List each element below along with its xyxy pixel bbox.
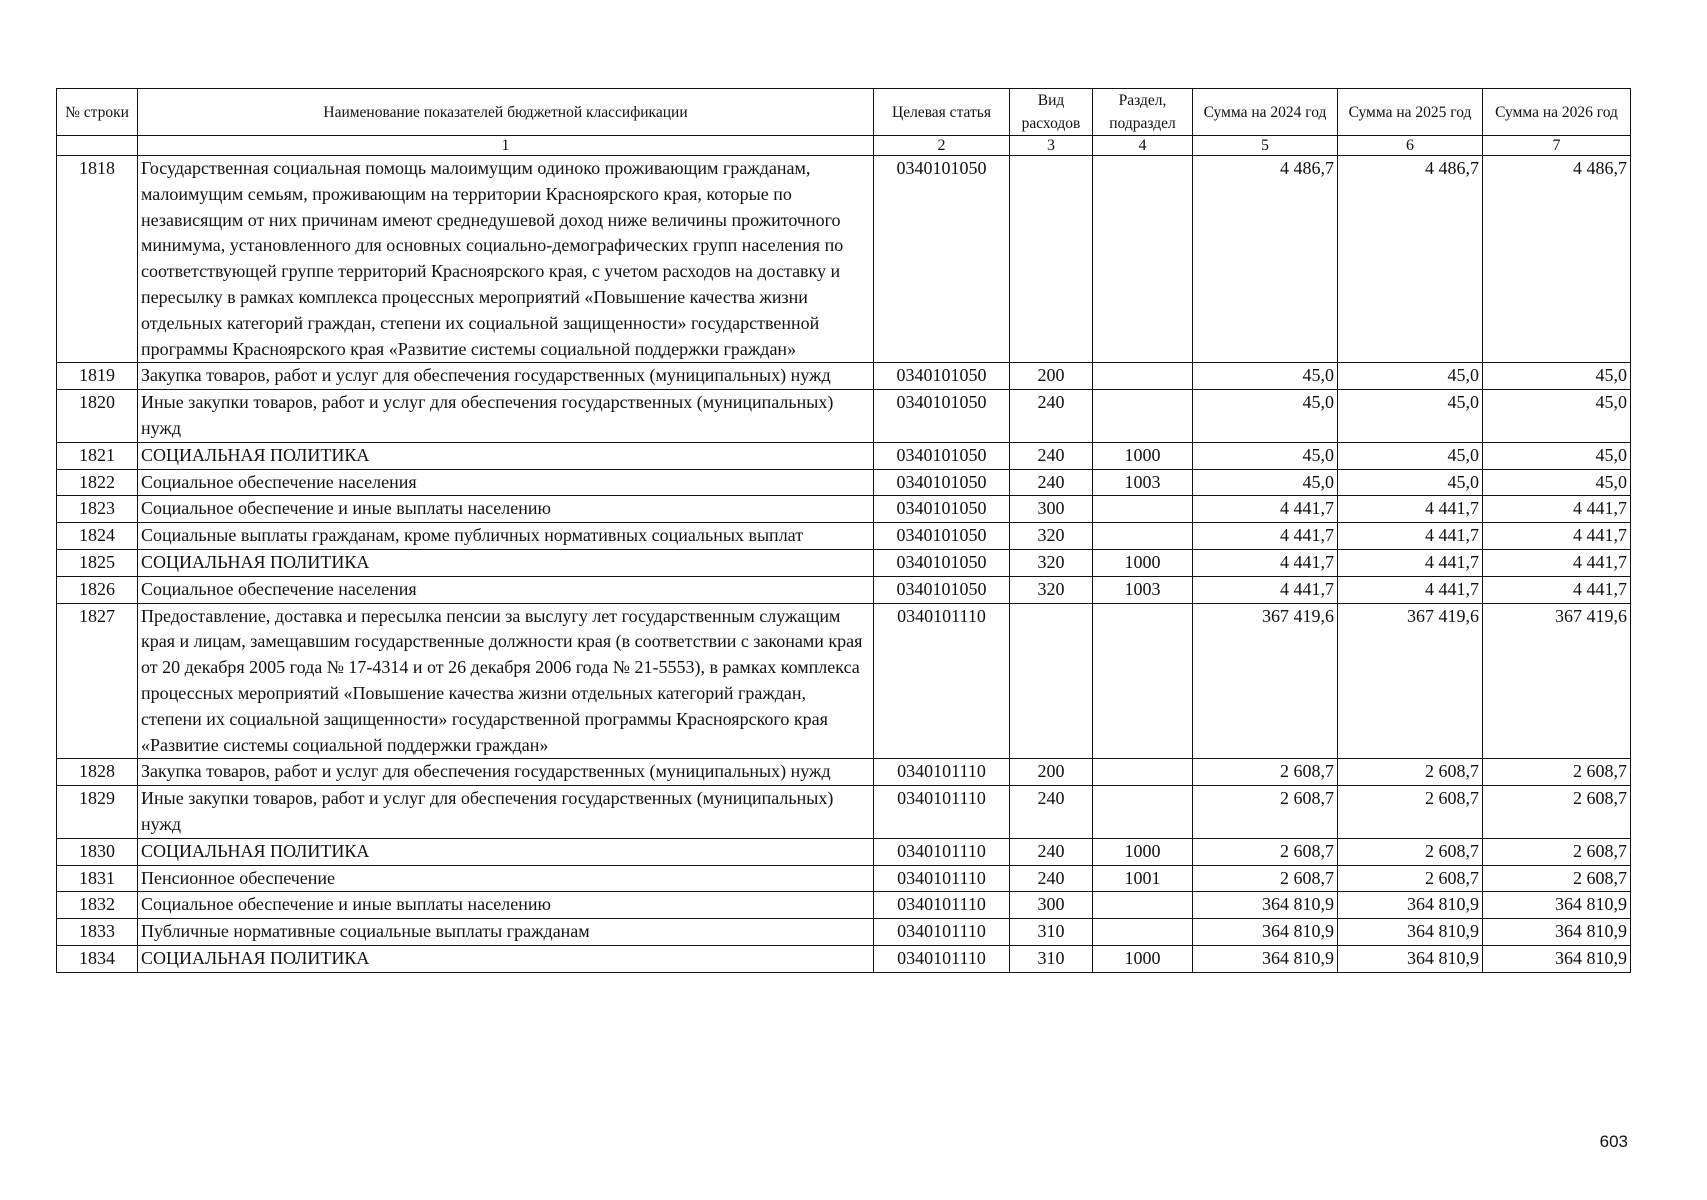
table-row bbox=[57, 838, 1631, 865]
row-sum-2024: 45,0 bbox=[1193, 390, 1338, 443]
table-row bbox=[57, 469, 1631, 496]
row-razdel bbox=[1093, 919, 1193, 946]
row-razdel bbox=[1093, 156, 1193, 363]
row-number: 1831 bbox=[57, 865, 138, 892]
table-row bbox=[57, 442, 1631, 469]
row-sum-2026: 2 608,7 bbox=[1483, 838, 1631, 865]
row-sum-2025: 4 441,7 bbox=[1338, 523, 1483, 550]
row-razdel: 1000 bbox=[1093, 945, 1193, 972]
row-sum-2025: 2 608,7 bbox=[1338, 759, 1483, 786]
row-name: Социальное обеспечение населения bbox=[138, 576, 874, 603]
row-sum-2024: 364 810,9 bbox=[1193, 892, 1338, 919]
row-name: СОЦИАЛЬНАЯ ПОЛИТИКА bbox=[138, 838, 874, 865]
row-number: 1833 bbox=[57, 919, 138, 946]
row-vid: 240 bbox=[1010, 390, 1093, 443]
row-vid: 240 bbox=[1010, 442, 1093, 469]
row-name: Закупка товаров, работ и услуг для обеспечения государственных (муниципальных) нужд bbox=[138, 363, 874, 390]
row-razdel: 1000 bbox=[1093, 549, 1193, 576]
row-name: Предоставление, доставка и пересылка пенсии за выслугу лет государственным служащим края и лицам, замещавшим государственные должности края (в соответствии с законами края от 20 декабря 2005 года № 17-4314 и от 26 декабря 2006 года № 21-5553), в рамках комплекса процессных мероприятий «Повышение качества жизни отдельных категорий граждан, степени их социальной защищенности» государственной программы Красноярского края «Развитие системы социальной поддержки граждан» bbox=[138, 603, 874, 759]
row-number: 1823 bbox=[57, 496, 138, 523]
row-target-code: 0340101050 bbox=[874, 576, 1010, 603]
header-sum-2025: Сумма на 2025 год bbox=[1338, 89, 1483, 136]
row-sum-2026: 4 441,7 bbox=[1483, 496, 1631, 523]
row-name: Социальное обеспечение населения bbox=[138, 469, 874, 496]
column-number-row bbox=[57, 136, 1631, 156]
row-razdel bbox=[1093, 786, 1193, 839]
row-razdel bbox=[1093, 523, 1193, 550]
row-razdel bbox=[1093, 496, 1193, 523]
column-number: 6 bbox=[1338, 136, 1483, 156]
table-row bbox=[57, 523, 1631, 550]
row-number: 1827 bbox=[57, 603, 138, 759]
row-sum-2026: 364 810,9 bbox=[1483, 919, 1631, 946]
row-vid: 240 bbox=[1010, 786, 1093, 839]
row-vid bbox=[1010, 603, 1093, 759]
row-sum-2024: 2 608,7 bbox=[1193, 865, 1338, 892]
row-target-code: 0340101110 bbox=[874, 865, 1010, 892]
row-sum-2025: 45,0 bbox=[1338, 390, 1483, 443]
header-razdel: Раздел, подраздел bbox=[1093, 89, 1193, 136]
row-sum-2024: 45,0 bbox=[1193, 363, 1338, 390]
row-number: 1828 bbox=[57, 759, 138, 786]
row-sum-2025: 45,0 bbox=[1338, 363, 1483, 390]
row-sum-2024: 4 441,7 bbox=[1193, 576, 1338, 603]
row-name: Закупка товаров, работ и услуг для обеспечения государственных (муниципальных) нужд bbox=[138, 759, 874, 786]
row-target-code: 0340101050 bbox=[874, 363, 1010, 390]
row-number: 1830 bbox=[57, 838, 138, 865]
row-razdel: 1000 bbox=[1093, 442, 1193, 469]
row-sum-2024: 364 810,9 bbox=[1193, 945, 1338, 972]
row-razdel bbox=[1093, 390, 1193, 443]
row-number: 1824 bbox=[57, 523, 138, 550]
table-body bbox=[57, 156, 1631, 973]
row-target-code: 0340101050 bbox=[874, 549, 1010, 576]
row-number: 1832 bbox=[57, 892, 138, 919]
row-razdel: 1003 bbox=[1093, 576, 1193, 603]
row-sum-2024: 367 419,6 bbox=[1193, 603, 1338, 759]
row-sum-2025: 2 608,7 bbox=[1338, 865, 1483, 892]
row-sum-2025: 367 419,6 bbox=[1338, 603, 1483, 759]
table-row bbox=[57, 945, 1631, 972]
table-row bbox=[57, 156, 1631, 363]
header-name: Наименование показателей бюджетной классификации bbox=[138, 89, 874, 136]
header-sum-2024: Сумма на 2024 год bbox=[1193, 89, 1338, 136]
row-sum-2024: 2 608,7 bbox=[1193, 838, 1338, 865]
row-vid: 200 bbox=[1010, 759, 1093, 786]
row-number: 1821 bbox=[57, 442, 138, 469]
row-vid: 240 bbox=[1010, 469, 1093, 496]
row-name: Социальное обеспечение и иные выплаты населению bbox=[138, 892, 874, 919]
row-target-code: 0340101110 bbox=[874, 945, 1010, 972]
table-row bbox=[57, 363, 1631, 390]
column-number: 4 bbox=[1093, 136, 1193, 156]
row-sum-2026: 4 441,7 bbox=[1483, 523, 1631, 550]
row-vid: 240 bbox=[1010, 838, 1093, 865]
row-sum-2024: 4 441,7 bbox=[1193, 549, 1338, 576]
row-vid: 240 bbox=[1010, 865, 1093, 892]
row-vid: 300 bbox=[1010, 496, 1093, 523]
table-row bbox=[57, 919, 1631, 946]
row-razdel: 1003 bbox=[1093, 469, 1193, 496]
column-number: 1 bbox=[138, 136, 874, 156]
row-name: СОЦИАЛЬНАЯ ПОЛИТИКА bbox=[138, 945, 874, 972]
row-number: 1818 bbox=[57, 156, 138, 363]
table-row bbox=[57, 603, 1631, 759]
row-number: 1834 bbox=[57, 945, 138, 972]
row-razdel: 1001 bbox=[1093, 865, 1193, 892]
row-sum-2025: 364 810,9 bbox=[1338, 945, 1483, 972]
row-sum-2026: 45,0 bbox=[1483, 390, 1631, 443]
row-sum-2026: 2 608,7 bbox=[1483, 759, 1631, 786]
row-sum-2026: 2 608,7 bbox=[1483, 865, 1631, 892]
row-target-code: 0340101050 bbox=[874, 442, 1010, 469]
row-sum-2024: 2 608,7 bbox=[1193, 759, 1338, 786]
row-sum-2025: 45,0 bbox=[1338, 469, 1483, 496]
table-row bbox=[57, 549, 1631, 576]
row-sum-2025: 2 608,7 bbox=[1338, 838, 1483, 865]
column-number: 5 bbox=[1193, 136, 1338, 156]
row-sum-2026: 4 486,7 bbox=[1483, 156, 1631, 363]
row-name: Иные закупки товаров, работ и услуг для обеспечения государственных (муниципальных) нужд bbox=[138, 390, 874, 443]
row-sum-2026: 45,0 bbox=[1483, 363, 1631, 390]
row-sum-2024: 4 486,7 bbox=[1193, 156, 1338, 363]
row-sum-2026: 364 810,9 bbox=[1483, 892, 1631, 919]
column-number: 2 bbox=[874, 136, 1010, 156]
row-vid: 320 bbox=[1010, 549, 1093, 576]
row-sum-2024: 4 441,7 bbox=[1193, 523, 1338, 550]
row-sum-2025: 4 441,7 bbox=[1338, 576, 1483, 603]
row-sum-2026: 45,0 bbox=[1483, 442, 1631, 469]
table-row bbox=[57, 759, 1631, 786]
row-number: 1829 bbox=[57, 786, 138, 839]
row-sum-2025: 4 486,7 bbox=[1338, 156, 1483, 363]
column-number bbox=[57, 136, 138, 156]
table-row bbox=[57, 786, 1631, 839]
header-sum-2026: Сумма на 2026 год bbox=[1483, 89, 1631, 136]
row-vid bbox=[1010, 156, 1093, 363]
row-target-code: 0340101050 bbox=[874, 390, 1010, 443]
page-number: 603 bbox=[1599, 1132, 1628, 1151]
row-sum-2025: 2 608,7 bbox=[1338, 786, 1483, 839]
row-razdel: 1000 bbox=[1093, 838, 1193, 865]
row-vid: 320 bbox=[1010, 523, 1093, 550]
row-target-code: 0340101050 bbox=[874, 156, 1010, 363]
row-target-code: 0340101110 bbox=[874, 759, 1010, 786]
row-sum-2024: 4 441,7 bbox=[1193, 496, 1338, 523]
row-target-code: 0340101050 bbox=[874, 469, 1010, 496]
row-vid: 310 bbox=[1010, 945, 1093, 972]
table-row bbox=[57, 390, 1631, 443]
header-vid: Вид расходов bbox=[1010, 89, 1093, 136]
row-sum-2024: 364 810,9 bbox=[1193, 919, 1338, 946]
row-vid: 310 bbox=[1010, 919, 1093, 946]
table-row bbox=[57, 892, 1631, 919]
row-sum-2026: 367 419,6 bbox=[1483, 603, 1631, 759]
row-sum-2024: 2 608,7 bbox=[1193, 786, 1338, 839]
budget-table bbox=[56, 88, 1631, 973]
row-sum-2025: 45,0 bbox=[1338, 442, 1483, 469]
row-vid: 300 bbox=[1010, 892, 1093, 919]
row-razdel bbox=[1093, 759, 1193, 786]
row-razdel bbox=[1093, 363, 1193, 390]
row-sum-2025: 364 810,9 bbox=[1338, 892, 1483, 919]
row-number: 1826 bbox=[57, 576, 138, 603]
row-sum-2026: 45,0 bbox=[1483, 469, 1631, 496]
row-vid: 320 bbox=[1010, 576, 1093, 603]
row-sum-2024: 45,0 bbox=[1193, 442, 1338, 469]
row-name: Публичные нормативные социальные выплаты гражданам bbox=[138, 919, 874, 946]
table-row bbox=[57, 865, 1631, 892]
table-row bbox=[57, 576, 1631, 603]
column-number: 3 bbox=[1010, 136, 1093, 156]
row-sum-2026: 364 810,9 bbox=[1483, 945, 1631, 972]
column-number: 7 bbox=[1483, 136, 1631, 156]
row-number: 1825 bbox=[57, 549, 138, 576]
row-sum-2026: 4 441,7 bbox=[1483, 576, 1631, 603]
row-target-code: 0340101110 bbox=[874, 892, 1010, 919]
row-vid: 200 bbox=[1010, 363, 1093, 390]
row-sum-2026: 4 441,7 bbox=[1483, 549, 1631, 576]
row-number: 1819 bbox=[57, 363, 138, 390]
row-number: 1820 bbox=[57, 390, 138, 443]
row-target-code: 0340101050 bbox=[874, 523, 1010, 550]
table-header-row bbox=[57, 89, 1631, 136]
row-name: СОЦИАЛЬНАЯ ПОЛИТИКА bbox=[138, 442, 874, 469]
row-target-code: 0340101110 bbox=[874, 838, 1010, 865]
row-sum-2025: 364 810,9 bbox=[1338, 919, 1483, 946]
budget-document bbox=[56, 88, 1630, 973]
row-razdel bbox=[1093, 892, 1193, 919]
row-target-code: 0340101110 bbox=[874, 919, 1010, 946]
row-name: СОЦИАЛЬНАЯ ПОЛИТИКА bbox=[138, 549, 874, 576]
row-sum-2024: 45,0 bbox=[1193, 469, 1338, 496]
row-sum-2025: 4 441,7 bbox=[1338, 496, 1483, 523]
row-target-code: 0340101110 bbox=[874, 786, 1010, 839]
row-sum-2026: 2 608,7 bbox=[1483, 786, 1631, 839]
row-target-code: 0340101050 bbox=[874, 496, 1010, 523]
header-row-no: № строки bbox=[57, 89, 138, 136]
header-target: Целевая статья bbox=[874, 89, 1010, 136]
row-name: Иные закупки товаров, работ и услуг для обеспечения государственных (муниципальных) нужд bbox=[138, 786, 874, 839]
row-number: 1822 bbox=[57, 469, 138, 496]
table-row bbox=[57, 496, 1631, 523]
row-name: Социальное обеспечение и иные выплаты населению bbox=[138, 496, 874, 523]
row-razdel bbox=[1093, 603, 1193, 759]
row-name: Социальные выплаты гражданам, кроме публичных нормативных социальных выплат bbox=[138, 523, 874, 550]
row-sum-2025: 4 441,7 bbox=[1338, 549, 1483, 576]
row-target-code: 0340101110 bbox=[874, 603, 1010, 759]
row-name: Пенсионное обеспечение bbox=[138, 865, 874, 892]
row-name: Государственная социальная помощь малоимущим одиноко проживающим гражданам, малоимущим семьям, проживающим на территории Красноярского края, которые по независящим от них причинам имеют среднедушевой доход ниже величины прожиточного минимума, установленного для основных социально-демографических групп населения по соответствующей группе территорий Красноярского края, с учетом расходов на доставку и пересылку в рамках комплекса процессных мероприятий «Повышение качества жизни отдельных категорий граждан, степени их социальной защищенности» государственной программы Красноярского края «Развитие системы социальной поддержки граждан» bbox=[138, 156, 874, 363]
